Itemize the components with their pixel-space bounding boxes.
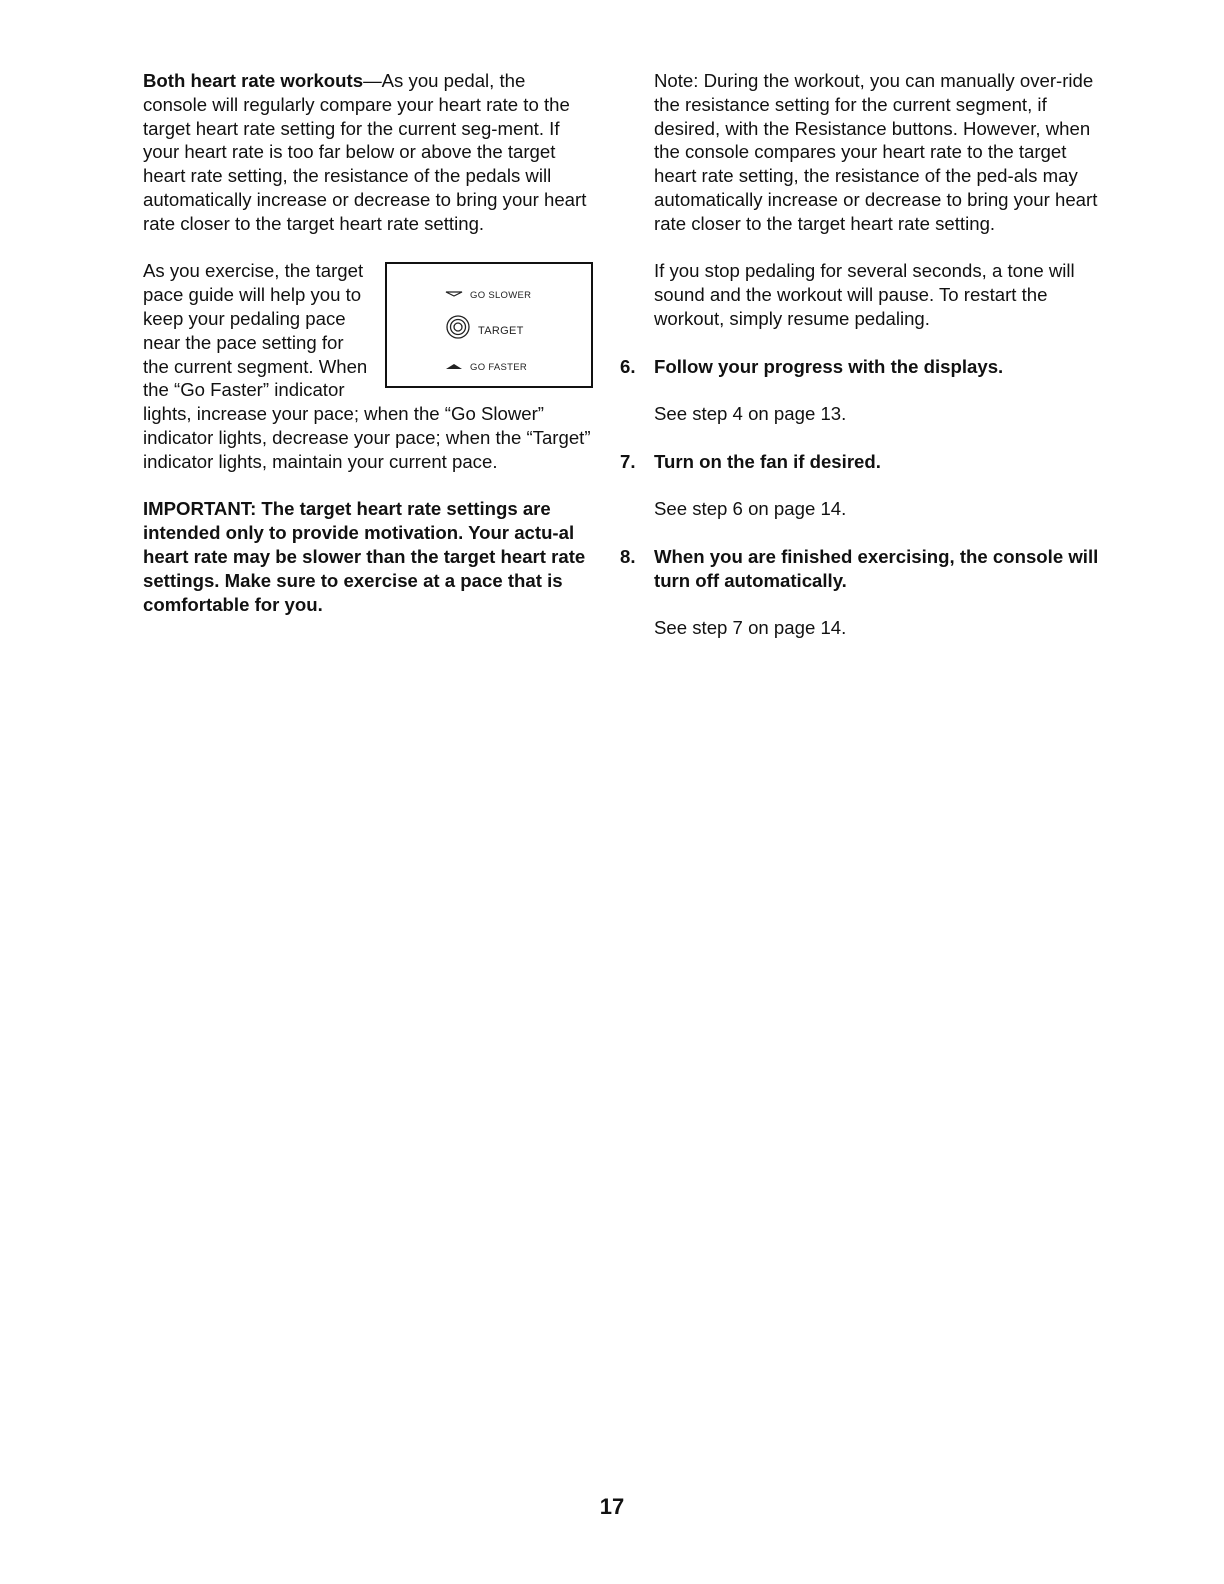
target-icon [445, 314, 471, 350]
go-slower-indicator [445, 284, 531, 308]
step-number: 6. [620, 355, 636, 377]
target-indicator [445, 314, 524, 350]
go-slower-icon [445, 284, 463, 308]
important-notice: IMPORTANT: The target heart rate settings are intended only to provide motivation. Your actu-al heart rate may be slower than the target heart rate settings. Make sure to exercise at a pace that is comfortable for you. [143, 498, 586, 615]
step-body: See step 4 on page 13. [654, 403, 847, 425]
both-heart-rate-lead: Both heart rate workouts [143, 70, 364, 91]
step-title: Follow your progress with the displays. [654, 355, 1004, 377]
pace-guide-text: As you exercise, the target pace guide will help you to keep your pedaling pace near the pace setting for the current segment. When the “Go Faster” indicator lights, increase your pace; when the “Go Slower” indicator lights, decrease your pace; when the “Target” indicator lights, maintain your current pace. [143, 260, 591, 472]
pace-guide-figure [385, 262, 593, 388]
step-number: 8. [620, 545, 636, 567]
step-body: See step 6 on page 14. [654, 498, 847, 520]
both-heart-rate-paragraph [143, 69, 593, 236]
go-faster-icon [445, 356, 463, 380]
step-title: When you are finished exercising, the console will turn off automatically. [654, 545, 1099, 591]
step-number: 7. [620, 450, 636, 472]
pause-paragraph: If you stop pedaling for several seconds, a tone will sound and the workout will pause. To restart the workout, simply resume pedaling. [654, 260, 1075, 329]
step-body: See step 7 on page 14. [654, 617, 847, 639]
target-label: TARGET [478, 325, 524, 338]
both-heart-rate-text: —As you pedal, the console will regularly compare your heart rate to the target heart rate setting for the current seg-ment. If your heart rate is too far below or above the target heart rate setting, the resistance of the pedals will automatically increase or decrease to bring your heart rate closer to the target heart rate setting. [143, 70, 587, 234]
go-faster-label: GO FASTER [470, 362, 528, 374]
note-paragraph: Note: During the workout, you can manually over-ride the resistance setting for the current segment, if desired, with the Resistance buttons. However, when the console compares your heart rate to the target heart rate setting, the resistance of the ped-als may automatically increase or decrease to bring your heart rate closer to the target heart rate setting. [654, 70, 1098, 234]
step-6 [620, 355, 1104, 379]
step-7 [620, 450, 1104, 474]
left-column [143, 69, 593, 640]
pace-guide-paragraph [143, 259, 593, 473]
step-8 [620, 545, 1104, 593]
step-title: Turn on the fan if desired. [654, 450, 881, 472]
go-faster-indicator [445, 356, 527, 380]
page-number: 17 [599, 1494, 625, 1519]
right-column [620, 69, 1104, 664]
go-slower-label: GO SLOWER [470, 290, 532, 302]
